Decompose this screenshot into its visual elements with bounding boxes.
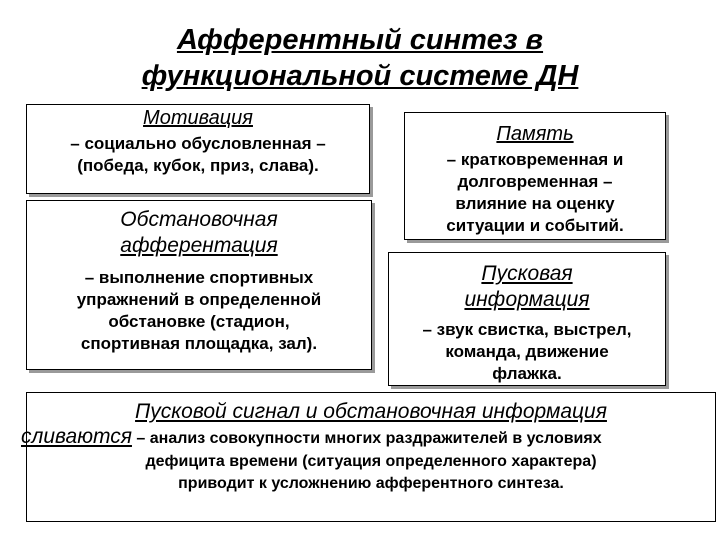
memory-heading <box>405 121 665 147</box>
memory-text-3: влияние на оценку <box>455 194 615 213</box>
motivation-text-2: (победа, кубок, приз, слава). <box>77 156 319 175</box>
situational-heading-2-text: афферентация <box>120 234 278 257</box>
conclusion-line-2-rest: – анализ совокупности многих раздражителей в условиях <box>131 430 602 447</box>
situational-afferentation-box <box>26 200 372 370</box>
page-title <box>0 22 720 94</box>
trigger-heading-1-text: Пусковая <box>481 262 573 285</box>
motivation-heading-text: Мотивация <box>143 107 253 129</box>
situational-heading-1: Обстановочная <box>120 208 278 231</box>
conclusion-box <box>21 392 716 522</box>
motivation-text-1: – социально обусловленная – <box>70 134 326 153</box>
title-line-1: Афферентный синтез в <box>176 24 544 56</box>
conclusion-line-2 <box>21 425 715 451</box>
situational-text-4: спортивная площадка, зал). <box>80 334 318 353</box>
trigger-heading-1 <box>389 261 665 287</box>
conclusion-line-4: приводит к усложнению афферентного синтеза. <box>178 475 564 492</box>
conclusion-line-1 <box>27 399 715 425</box>
memory-heading-text: Память <box>496 123 574 145</box>
memory-text-2: долговременная – <box>457 172 613 191</box>
trigger-text-2: команда, движение <box>445 342 609 361</box>
motivation-heading <box>27 105 369 131</box>
conclusion-line-3: дефицита времени (ситуация определенного характера) <box>145 453 597 470</box>
title-line-2: функциональной системе ДН <box>141 60 579 92</box>
situational-heading-2 <box>27 233 371 259</box>
conclusion-line-1-text: Пусковой сигнал и обстановочная информация <box>135 400 607 423</box>
trigger-text-1: – звук свистка, выстрел, <box>422 320 632 339</box>
trigger-heading-2-text: информация <box>464 288 590 311</box>
memory-box <box>404 112 666 240</box>
situational-text-2: упражнений в определенной <box>76 290 322 309</box>
motivation-box <box>26 104 370 194</box>
conclusion-lead-word: сливаются <box>21 425 132 448</box>
situational-text-1: – выполнение спортивных <box>84 268 314 287</box>
memory-text-1: – кратковременная и <box>446 150 624 169</box>
trigger-info-box <box>388 252 666 386</box>
memory-text-4: ситуации и событий. <box>446 216 624 235</box>
situational-text-3: обстановке (стадион, <box>108 312 290 331</box>
trigger-text-3: флажка. <box>492 364 562 383</box>
trigger-heading-2 <box>389 287 665 313</box>
